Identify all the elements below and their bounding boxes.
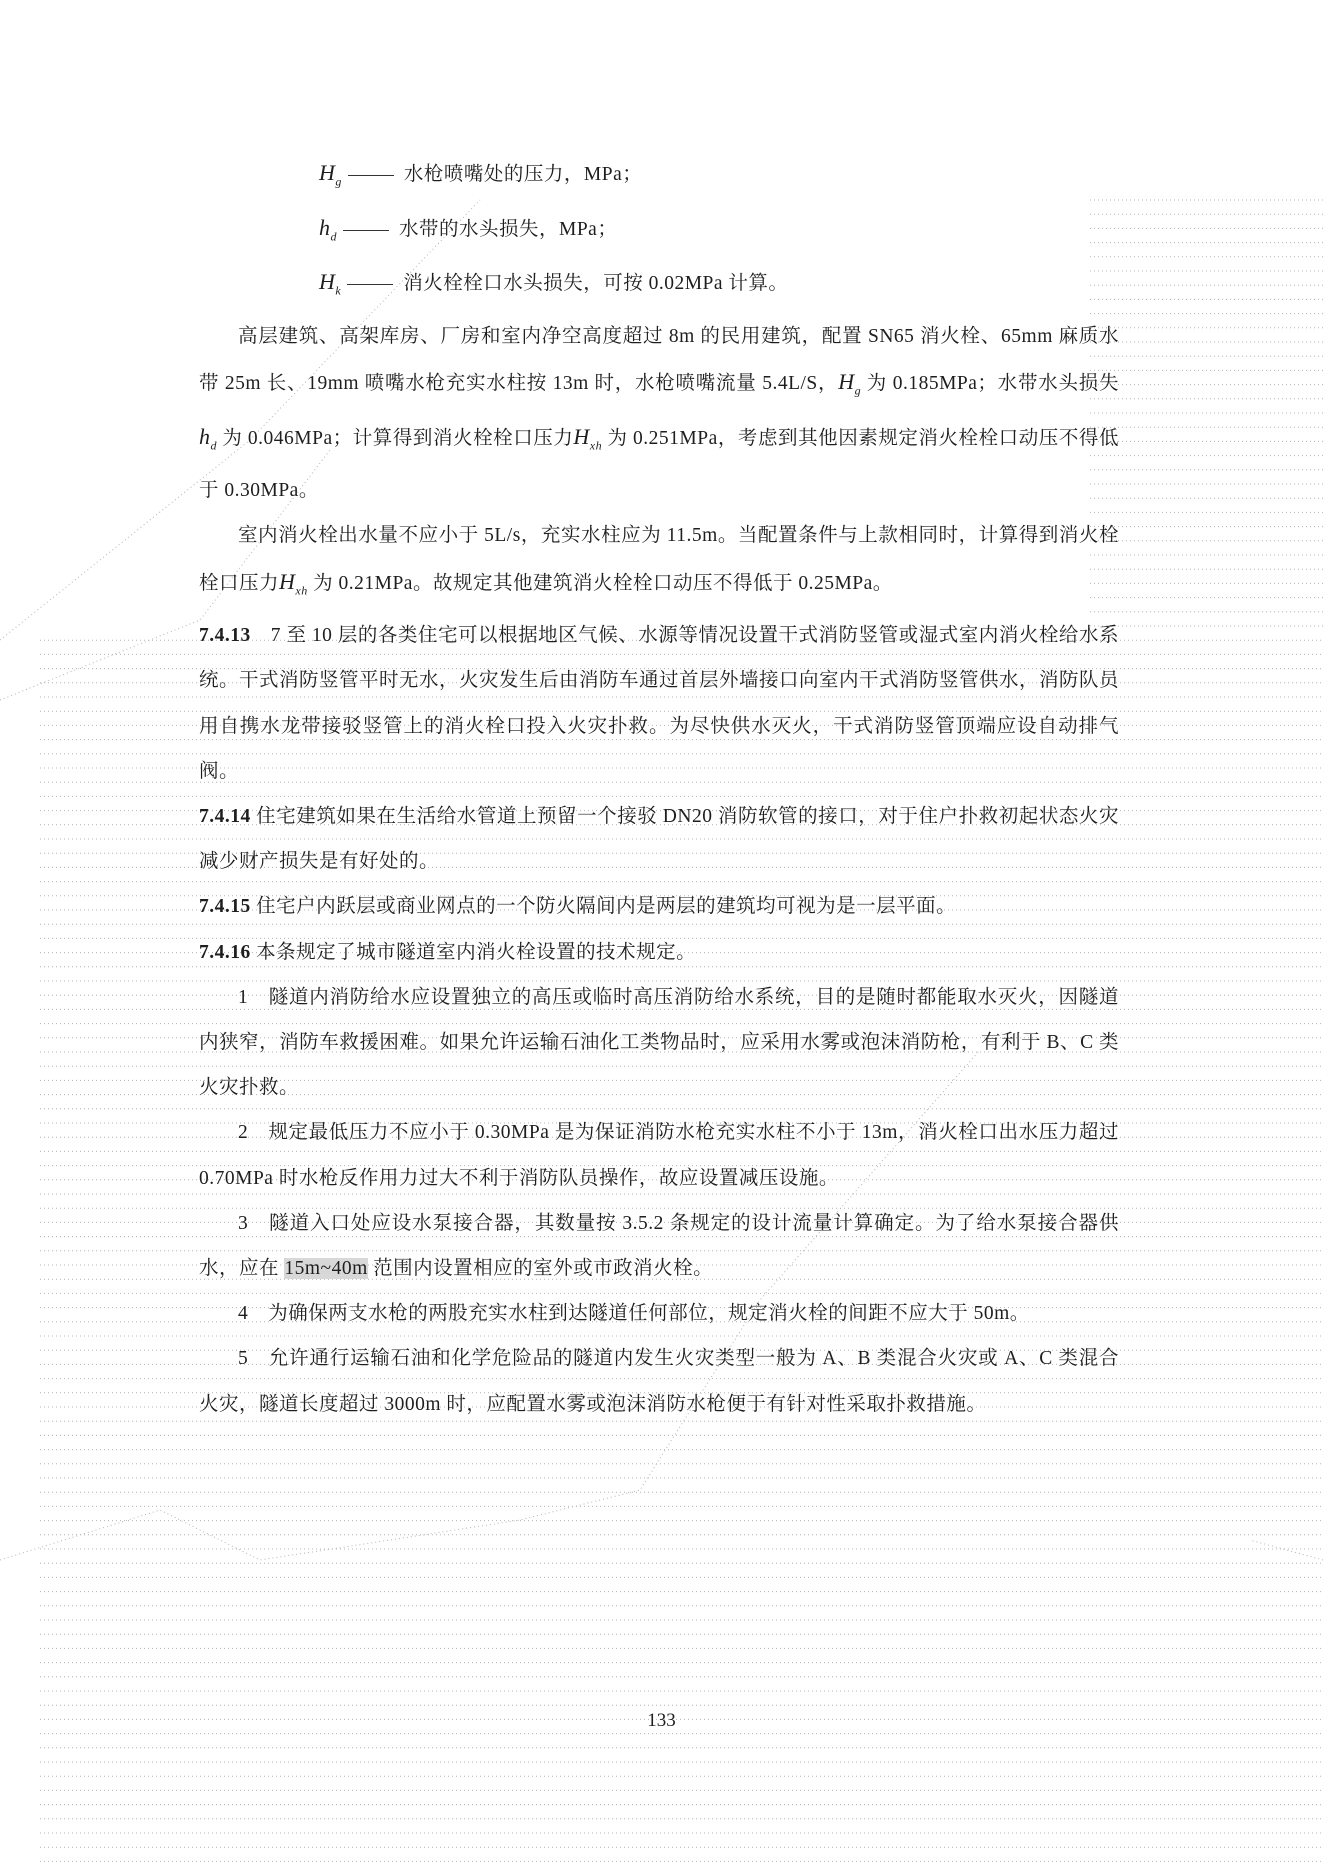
article-7-4-15: 7.4.15 住宅户内跃层或商业网点的一个防火隔间内是两层的建筑均可视为是一层平面。 (199, 896, 957, 918)
item-2: 2 规定最低压力不应小于 0.30MPa 是为保证消防水枪充实水柱不小于 13m，消火栓口出水压力超过 0.70MPa 时水枪反作用力过大不利于消防队员操作，故应设置减压设施。 (199, 1122, 1119, 1189)
item-4: 4 为确保两支水枪的两股充实水柱到达隧道任何部位，规定消火栓的间距不应大于 50m。 (238, 1303, 1030, 1325)
page-number: 133 (647, 1710, 676, 1731)
highlighted-range: 15m~40m (284, 1258, 368, 1280)
var-text: 水枪喷嘴处的压力，MPa； (403, 164, 643, 185)
article-number: 7.4.14 (199, 805, 251, 827)
variable-definition (199, 205, 1119, 260)
article-7-4-13: 7.4.13 7 至 10 层的各类住宅可以根据地区气候、水源等情况设置干式消防竖管或湿式室内消火栓给水系统。干式消防竖管平时无水，火灾发生后由消防车通过首层外墙接口向室内干式消防竖管供水，消防队员用自携水龙带接驳竖管上的消火栓口投入火灾扑救。为尽快供水灭火，干式消防竖管顶端应设自动排气阀。 (199, 625, 1120, 782)
variable-definition (199, 150, 1119, 205)
paragraph-high-rise: 高层建筑、高架库房、厂房和室内净空高度超过 8m 的民用建筑，配置 SN65 消火栓、65mm 麻质水带 25m 长、19mm 喷嘴水枪充实水柱按 13m 时，水枪喷嘴流量 5.4L/S，$H_g$ 为 0.185MPa；水带水头损失$h_d$ 为 0.046MPa；计算得到消火栓栓口压力$H_{xh}$ 为 0.251MPa，考虑到其他因素规定消火栓栓口动压不得低于 0.30MPa。 (199, 325, 1119, 502)
item-3: 3 隧道入口处应设水泵接合器，其数量按 3.5.2 条规定的设计流量计算确定。为了给水泵接合器供水，应在 15m~40m 范围内设置相应的室外或市政消火栓。 (199, 1212, 1119, 1280)
item-1: 1 隧道内消防给水应设置独立的高压或临时高压消防给水系统，目的是随时都能取水灭火，因隧道内狭窄，消防车救援困难。如果允许运输石油化工类物品时，应采用水雾或泡沫消防枪，有利于 B、C 类火灾扑救。 (199, 986, 1119, 1099)
paragraph-indoor-hydrant: 室内消火栓出水量不应小于 5L/s，充实水柱应为 11.5m。当配置条件与上款相同时，计算得到消火栓栓口压力$H_{xh}$ 为 0.21MPa。故规定其他建筑消火栓栓口动压不得低于 0.25MPa。 (199, 525, 1119, 597)
item-5: 5 允许通行运输石油和化学危险品的隧道内发生火灾类型一般为 A、B 类混合火灾或 A、C 类混合火灾，隧道长度超过 3000m 时，应配置水雾或泡沫消防水枪便于有针对性采取扑救措施。 (199, 1348, 1119, 1415)
var-symbol: $H_g$ (319, 160, 342, 189)
article-number: 7.4.13 (199, 625, 251, 647)
var-text: 水带的水头损失，MPa； (399, 218, 618, 240)
article-number: 7.4.15 (199, 896, 251, 918)
article-number: 7.4.16 (199, 941, 251, 963)
var-text: 消火栓栓口水头损失，可按 0.02MPa 计算。 (403, 273, 789, 295)
article-7-4-14: 7.4.14 住宅建筑如果在生活给水管道上预留一个接驳 DN20 消防软管的接口，对于住户扑救初起状态火灾减少财产损失是有好处的。 (199, 805, 1119, 873)
document-page (199, 150, 1119, 1427)
article-7-4-16: 7.4.16 本条规定了城市隧道室内消火栓设置的技术规定。 (199, 941, 697, 963)
var-symbol: $h_d$ (319, 214, 337, 243)
variable-definition (199, 259, 1119, 314)
var-symbol: $H_k$ (319, 269, 342, 298)
